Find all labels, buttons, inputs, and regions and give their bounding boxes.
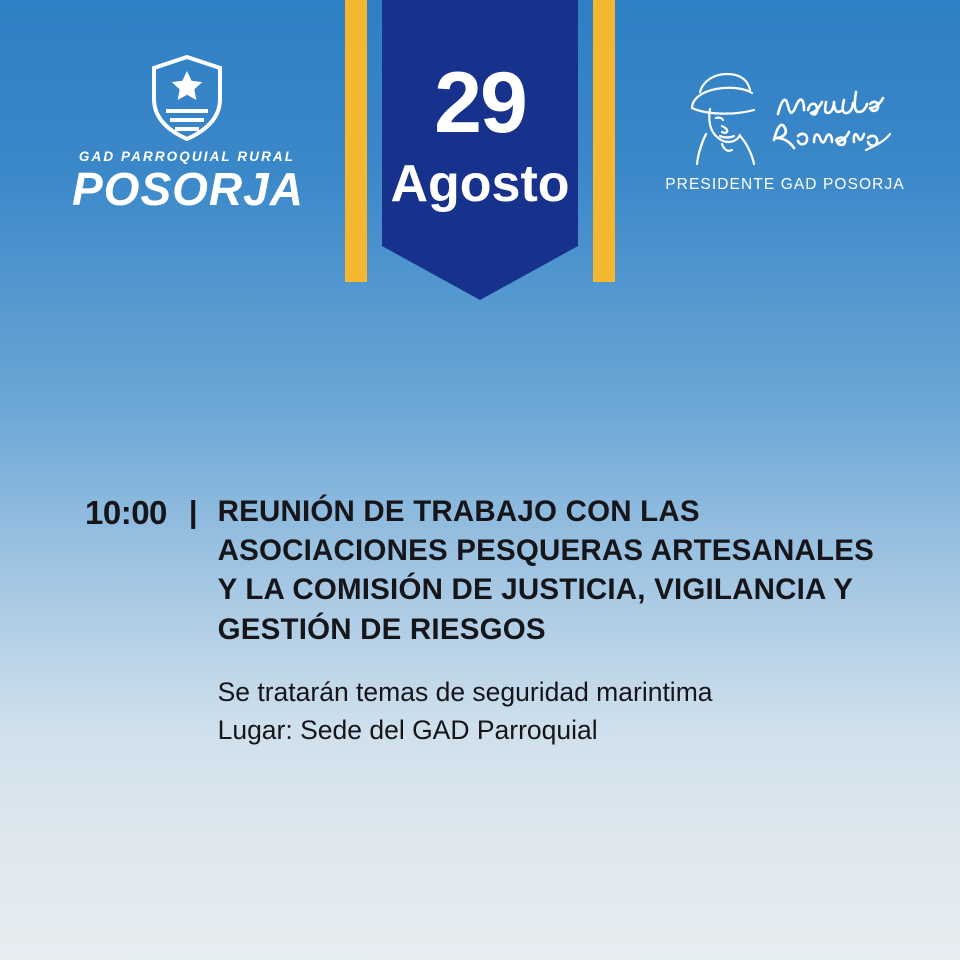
date-day: 29 — [434, 55, 526, 151]
president-block — [660, 62, 910, 194]
org-name: POSORJA — [72, 163, 304, 215]
agenda-entry — [85, 492, 885, 750]
agenda-separator: | — [188, 494, 198, 529]
agenda-body — [218, 492, 885, 750]
org-supertitle: GAD PARROQUIAL RURAL — [78, 149, 296, 164]
agenda-note-line-1: Se tratarán temas de seguridad marintima — [217, 676, 713, 707]
agenda-time: 10:00 — [85, 494, 167, 531]
agenda-note — [218, 673, 885, 750]
hat-portrait-line-icon — [670, 62, 900, 170]
agenda-title: REUNIÓN DE TRABAJO CON LAS ASOCIACIONES PESQUERAS ARTESANALES Y LA COMISIÓN DE JUSTICIA, VIGILANCIA Y GESTIÓN DE RIESGOS — [217, 495, 875, 646]
shield-star-icon — [150, 55, 224, 141]
gad-logo-block — [72, 55, 304, 215]
president-caption: PRESIDENTE GAD POSORJA — [665, 176, 905, 193]
agenda-note-line-2: Lugar: Sede del GAD Parroquial — [217, 715, 598, 746]
date-month: Agosto — [390, 155, 570, 213]
date-ribbon — [345, 0, 615, 340]
